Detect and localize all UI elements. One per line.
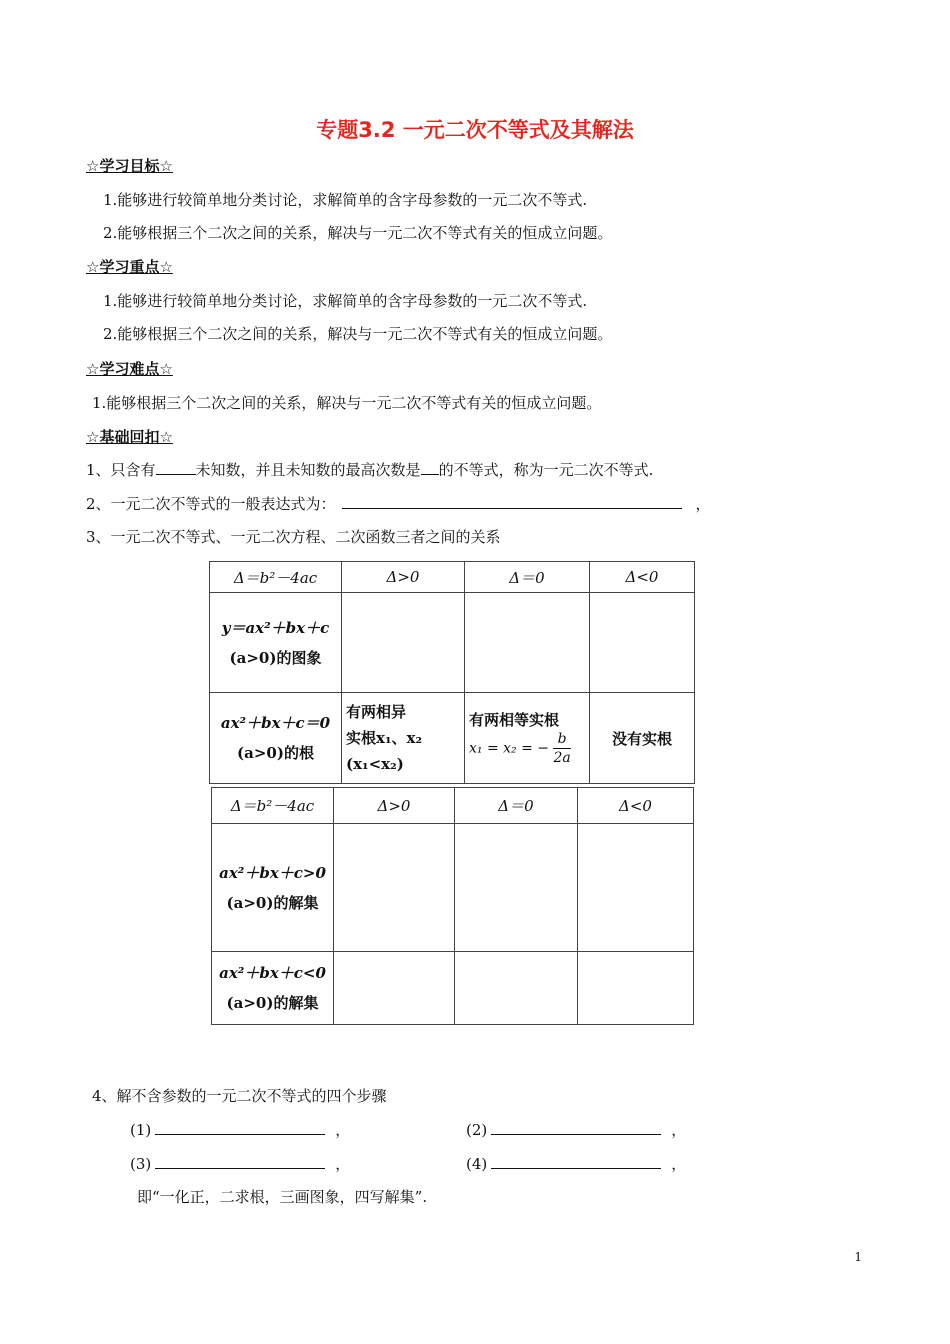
step-comma: ， <box>671 1121 687 1139</box>
table-header: Δ<0 <box>590 562 695 593</box>
row-label-line: ax²＋bx＋c＝0 <box>220 714 331 732</box>
step-label: (4) <box>466 1155 488 1173</box>
step-label: (2) <box>466 1121 488 1139</box>
table-cell-empty[interactable] <box>578 952 694 1025</box>
review-q1-part-a: 1、只含有 <box>86 461 156 479</box>
table-header: Δ>0 <box>334 788 455 824</box>
blank-field[interactable] <box>155 1119 325 1135</box>
page-number: 1 <box>854 1250 862 1264</box>
step-3 <box>130 1153 350 1174</box>
blank-field[interactable] <box>155 1153 325 1169</box>
table-header: Δ＝b²－4ac <box>212 788 334 824</box>
equal-roots-equation: x₁ = x₂ = − <box>469 740 550 757</box>
review-q1 <box>86 459 653 480</box>
cell-line: 有两相等实根 <box>469 711 560 729</box>
fraction <box>553 730 570 767</box>
blank-field[interactable] <box>342 493 682 509</box>
blank-field[interactable] <box>156 459 196 475</box>
row-label-line: (a>0)的图象 <box>229 648 322 667</box>
review-q1-part-b: 未知数，并且未知数的最高次数是 <box>195 461 421 479</box>
table-header: Δ＝0 <box>455 788 578 824</box>
table-cell-empty[interactable] <box>455 952 578 1025</box>
section-heading-review: ☆基础回扣☆ <box>86 428 173 446</box>
table-cell-empty[interactable] <box>455 824 578 952</box>
cell-line: 有两相异 <box>346 703 407 721</box>
key-item-1: 1.能够进行较简单地分类讨论，求解简单的含字母参数的一元二次不等式. <box>103 292 588 310</box>
difficult-item-1: 1.能够根据三个二次之间的关系，解决与一元二次不等式有关的恒成立问题。 <box>92 394 602 412</box>
fraction-denominator: 2a <box>553 750 571 766</box>
review-q2-end: ， <box>695 495 711 513</box>
section-heading-key: ☆学习重点☆ <box>86 258 173 276</box>
section-heading-difficult: ☆学习难点☆ <box>86 360 173 378</box>
section-heading-goals: ☆学习目标☆ <box>86 157 173 175</box>
table-header: Δ>0 <box>342 562 465 593</box>
table-cell-empty[interactable] <box>465 593 590 693</box>
row-label-roots <box>210 693 342 784</box>
cell-line: (x₁<x₂) <box>346 755 404 773</box>
table-cell-empty[interactable] <box>334 824 455 952</box>
row-label-line: ax²＋bx＋c>0 <box>219 863 326 882</box>
table-cell-empty[interactable] <box>578 824 694 952</box>
key-item-2: 2.能够根据三个二次之间的关系，解决与一元二次不等式有关的恒成立问题。 <box>103 325 613 343</box>
row-label-line: (a>0)的根 <box>237 744 314 762</box>
table-header: Δ＝b²－4ac <box>210 562 342 593</box>
table-cell-empty[interactable] <box>334 952 455 1025</box>
blank-field[interactable] <box>421 459 439 475</box>
steps-summary: 即“一化正，二求根，三画图象，四写解集”. <box>137 1188 428 1206</box>
steps-heading: 4、解不含参数的一元二次不等式的四个步骤 <box>92 1087 387 1105</box>
row-label-line: y＝ax²＋bx＋c <box>221 618 330 637</box>
step-4 <box>466 1153 686 1174</box>
blank-field[interactable] <box>491 1119 661 1135</box>
review-q1-part-c: 的不等式，称为一元二次不等式. <box>438 461 654 479</box>
table-cell-empty[interactable] <box>342 593 465 693</box>
solution-set-table <box>211 787 694 1025</box>
step-comma: ， <box>335 1155 351 1173</box>
goal-item-1: 1.能够进行较简单地分类讨论，求解简单的含字母参数的一元二次不等式. <box>103 191 588 209</box>
table-header: Δ＝0 <box>465 562 590 593</box>
review-q2 <box>86 493 711 514</box>
table-cell-empty[interactable] <box>590 593 695 693</box>
row-label-line: (a>0)的解集 <box>226 893 319 912</box>
table-cell-two-roots <box>342 693 465 784</box>
step-label: (1) <box>130 1121 152 1139</box>
goal-item-2: 2.能够根据三个二次之间的关系，解决与一元二次不等式有关的恒成立问题。 <box>103 224 613 242</box>
row-label-line: (a>0)的解集 <box>226 994 319 1012</box>
row-label-greater <box>212 824 334 952</box>
fraction-numerator: b <box>553 730 570 749</box>
table-cell-no-roots: 没有实根 <box>590 693 695 784</box>
step-comma: ， <box>671 1155 687 1173</box>
table-cell-equal-roots <box>465 693 590 784</box>
review-q2-text: 2、一元二次不等式的一般表达式为： <box>86 495 336 513</box>
page-title: 专题3.2 一元二次不等式及其解法 <box>316 118 634 142</box>
cell-line: 实根x₁、x₂ <box>346 729 423 747</box>
blank-field[interactable] <box>491 1153 661 1169</box>
review-q3: 3、一元二次不等式、一元二次方程、二次函数三者之间的关系 <box>86 528 501 546</box>
step-label: (3) <box>130 1155 152 1173</box>
step-comma: ， <box>335 1121 351 1139</box>
step-2 <box>466 1119 686 1140</box>
row-label-graph <box>210 593 342 693</box>
row-label-less <box>212 952 334 1025</box>
relation-table <box>209 561 695 784</box>
step-1 <box>130 1119 350 1140</box>
table-header: Δ<0 <box>578 788 694 824</box>
row-label-line: ax²＋bx＋c<0 <box>219 964 326 982</box>
